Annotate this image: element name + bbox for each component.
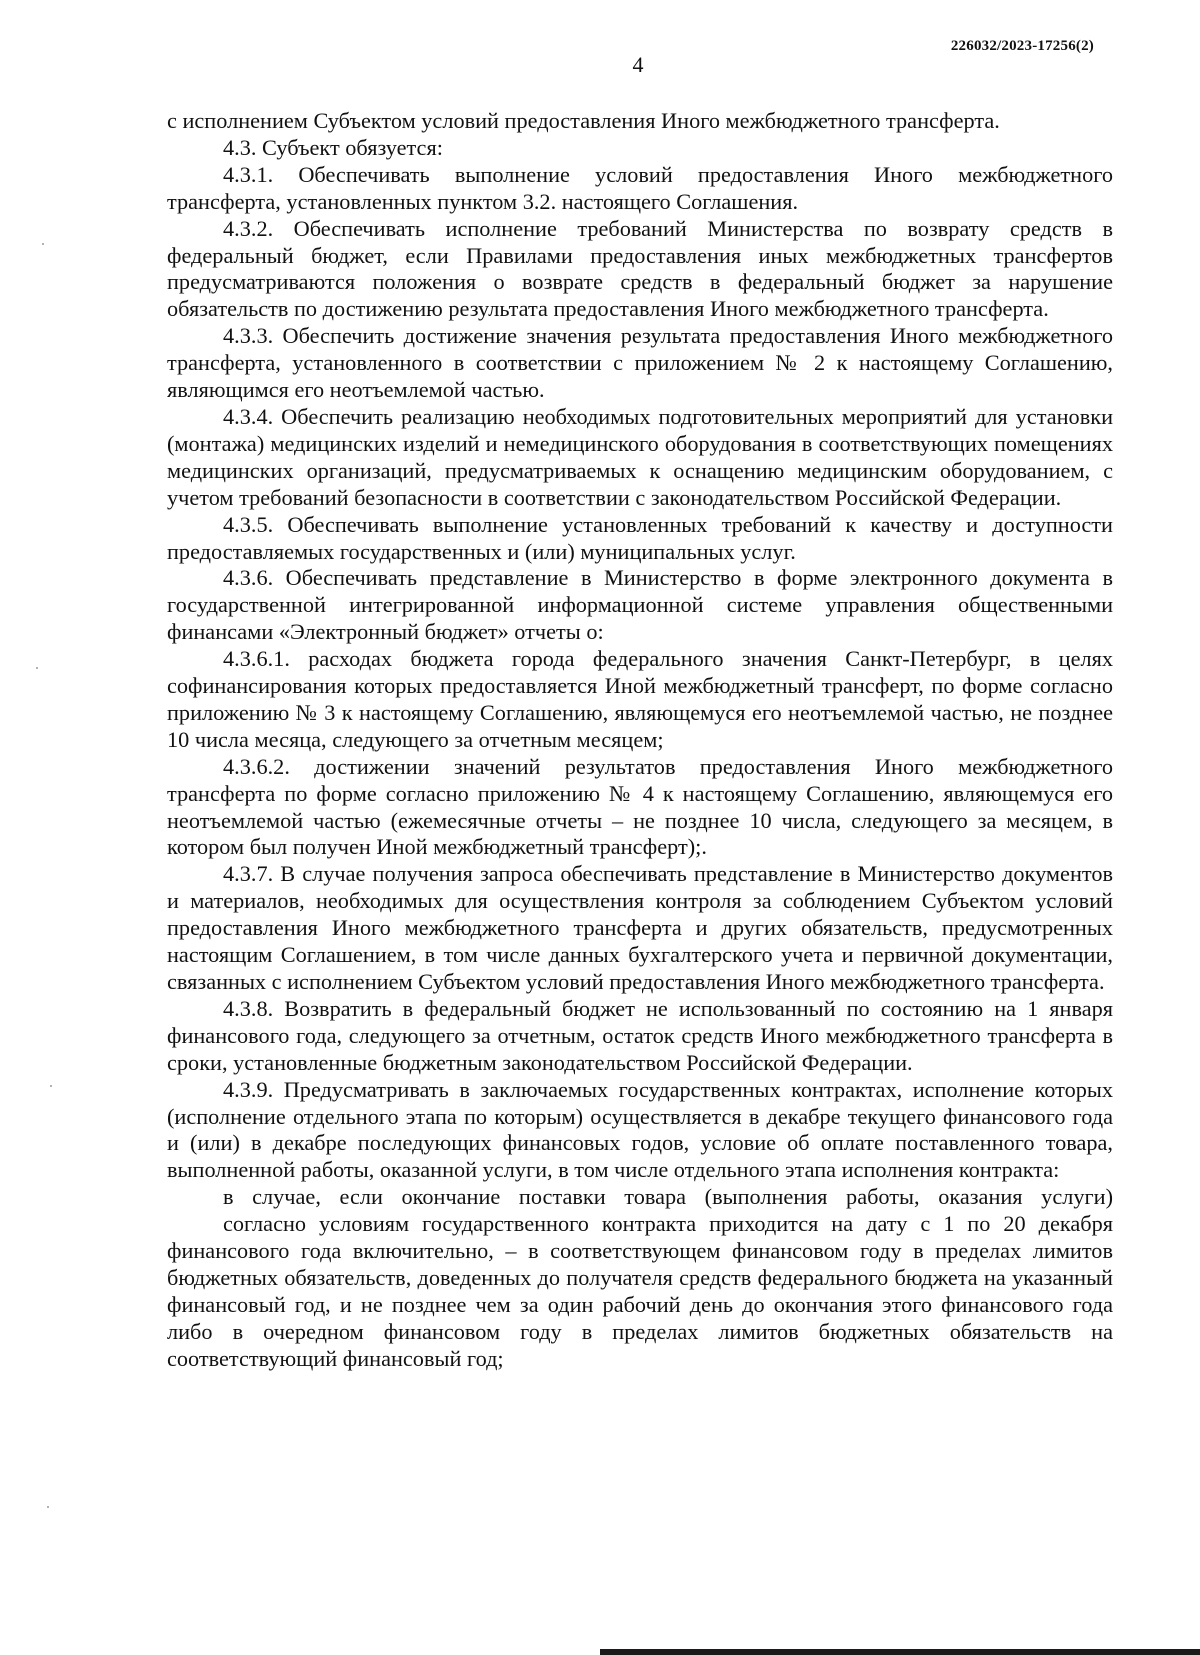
scan-speck [36,667,38,669]
paragraph-4-3-1: 4.3.1. Обеспечивать выполнение условий предоставления Иного межбюджетного трансферта, установленных пунктом 3.2. настоящего Соглашения. [167,161,1113,214]
paragraph-4-3-6-2: 4.3.6.2. достижении значений результатов предоставления Иного межбюджетного трансферта по форме согласно приложению № 4 к настоящему Соглашению, являющемуся его неотъемлемой частью (ежемесячные отчеты – не позднее 10 числа, следующего за месяцем, в котором был получен Иной межбюджетный трансферт);. [167,753,1113,860]
paragraph-4-3-4: 4.3.4. Обеспечить реализацию необходимых подготовительных мероприятий для установки (монтажа) медицинских изделий и немедицинского оборудования в соответствующих помещениях медицинских организаций, предусматриваемых к оснащению медицинским оборудованием, с учетом требований безопасности в соответствии с законодательством Российской Федерации. [167,403,1113,510]
scan-bottom-edge [600,1649,1200,1655]
paragraph-4-3-9: 4.3.9. Предусматривать в заключаемых государственных контрактах, исполнение которых (исполнение отдельного этапа по которым) осуществляется в декабре текущего финансового года и (или) в декабре последующих финансовых годов, условие об оплате поставленного товара, выполненной работы, оказанной услуги, в том числе отдельного этапа исполнения контракта: [167,1076,1113,1183]
paragraph-4-3-6-1: 4.3.6.1. расходах бюджета города федерального значения Санкт-Петербург, в целях софинансирования которых предоставляется Иной межбюджетный трансферт, по форме согласно приложению № 3 к настоящему Соглашению, являющемуся его неотъемлемой частью, не позднее 10 числа месяца, следующего за отчетным месяцем; [167,646,1113,752]
document-body [167,108,1113,1373]
paragraph-4-3-6: 4.3.6. Обеспечивать представление в Министерство в форме электронного документа в государственной интегрированной информационной системе управления общественными финансами «Электронный бюджет» отчеты о: [167,565,1113,645]
paragraph-continuation: с исполнением Субъектом условий предоставления Иного межбюджетного трансферта. [167,108,1000,133]
paragraph-case-clause: в случае, если окончание поставки товара (выполнения работы, оказания услуги) [223,1184,1113,1210]
page-number: 4 [632,52,644,77]
paragraph-4-3-7: 4.3.7. В случае получения запроса обеспечивать представление в Министерство документов и материалов, необходимых для осуществления контроля за соблюдением Субъектом условий предоставления Иного межбюджетного трансферта и других обязательств, предусмотренных настоящим Соглашением, в том числе данных бухгалтерского учета и первичной документации, связанных с исполнением Субъектом условий предоставления Иного межбюджетного трансферта. [167,861,1113,994]
scan-speck [42,243,44,245]
paragraph-4-3-3: 4.3.3. Обеспечить достижение значения результата предоставления Иного межбюджетного трансферта, установленного в соответствии с приложением № 2 к настоящему Соглашению, являющимся его неотъемлемой частью. [167,323,1113,403]
paragraph-4-3-5: 4.3.5. Обеспечивать выполнение установленных требований к качеству и доступности предоставляемых государственных и (или) муниципальных услуг. [167,511,1113,564]
paragraph-4-3-2: 4.3.2. Обеспечивать исполнение требований Министерства по возврату средств в федеральный бюджет, если Правилами предоставления иных межбюджетных трансфертов предусматриваются положения о возврате средств в федеральный бюджет за нарушение обязательств по достижению результата предоставления Иного межбюджетного трансферта. [167,215,1113,322]
scan-speck [50,1085,52,1087]
paragraph-4-3-8: 4.3.8. Возвратить в федеральный бюджет не использованный по состоянию на 1 января финансового года, следующего за отчетным, остаток средств Иного межбюджетного трансферта в сроки, установленные бюджетным законодательством Российской Федерации. [167,995,1113,1075]
scan-speck [47,1506,49,1508]
paragraph-4-3: 4.3. Субъект обязуется: [223,134,443,160]
document-id: 226032/2023-17256(2) [950,38,1094,54]
paragraph-case-continuation: согласно условиям государственного контракта приходится на дату с 1 по 20 декабря финансового года включительно, – в соответствующем финансовом году в пределах лимитов бюджетных обязательств, доведенных до получателя средств федерального бюджета на указанный финансовый год, и не позднее чем за один рабочий день до окончания этого финансового года либо в очередном финансовом году в пределах лимитов бюджетных обязательств на соответствующий финансовый год; [167,1211,1113,1371]
